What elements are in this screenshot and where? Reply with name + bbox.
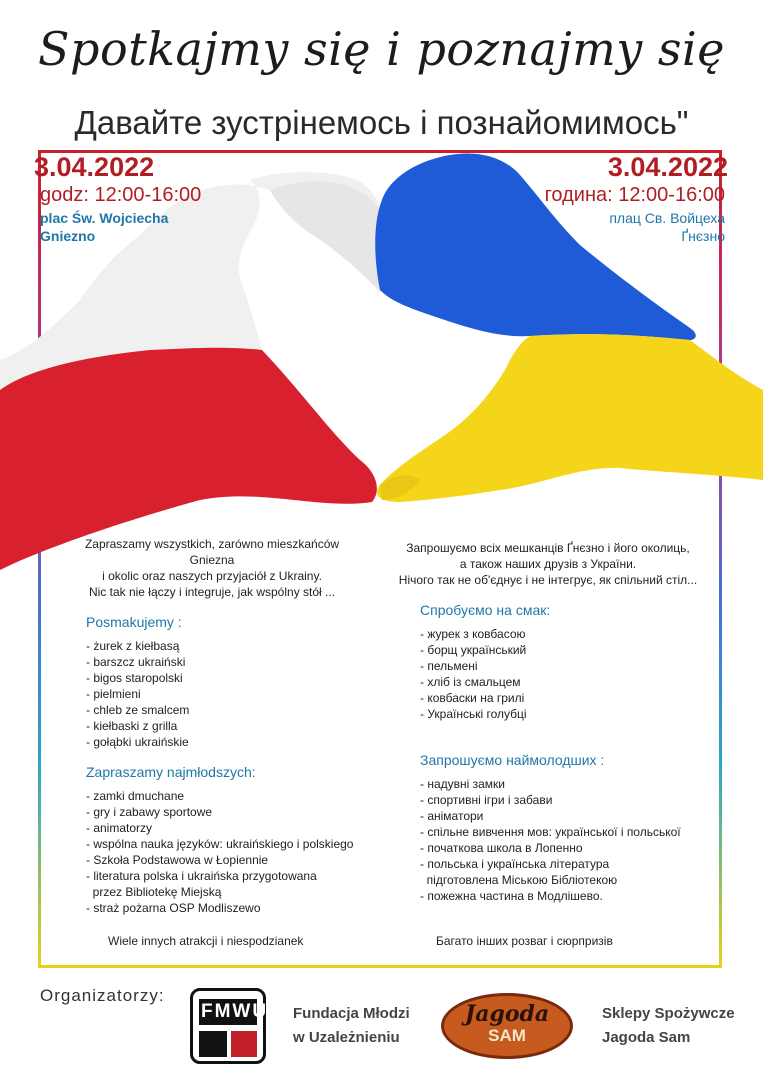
jagoda-logo-text-2: SAM: [488, 1026, 526, 1045]
right-kids-heading: Запрошуємо наймолодших :: [420, 752, 605, 768]
list-item: - bigos staropolski: [86, 671, 183, 685]
left-event-place-1: plac Św. Wojciecha: [40, 210, 169, 226]
left-event-place-2: Gniezno: [40, 228, 96, 244]
page-title: Spotkajmy się i poznajmy się: [38, 22, 725, 76]
list-item: - żurek z kiełbasą: [86, 639, 180, 653]
list-item: - barszcz ukraiński: [86, 655, 186, 669]
left-kids-heading: Zapraszamy najmłodszych:: [86, 764, 256, 780]
list-item: - пельмені: [420, 659, 478, 673]
left-food-list: [86, 638, 362, 750]
right-intro-line: Запрошуємо всіх мешканців Ґнєзно і його околиць,: [406, 541, 690, 555]
list-item: - спільне вивчення мов: української і польської: [420, 825, 681, 839]
left-column: [62, 536, 362, 916]
left-intro: [62, 536, 362, 600]
left-kids-list: [86, 788, 362, 916]
list-item: - пожежна частина в Модлішево.: [420, 889, 603, 903]
right-intro-line: Нічого так не об'єднує і не інтегрує, як спільний стіл...: [398, 573, 698, 587]
fmwu-logo-bottom-right: [231, 1031, 257, 1057]
left-intro-line: i okolic oraz naszych przyjaciół z Ukrainy.: [102, 569, 322, 583]
right-footer-note: Багато інших розваг і сюрпризів: [436, 934, 613, 948]
right-food-list: [420, 626, 698, 722]
left-event-hours: godz: 12:00-16:00: [40, 184, 202, 206]
fmwu-name-1: Fundacja Młodzi: [293, 1005, 410, 1022]
jagoda-name-1: Sklepy Spożywcze: [602, 1005, 735, 1022]
right-food-heading: Спробуємо на смак:: [420, 602, 551, 618]
list-item: - gołąbki ukraińskie: [86, 735, 189, 749]
list-item: - польська і українська література: [420, 857, 610, 871]
list-item: - хліб із смальцем: [420, 675, 521, 689]
list-item: - борщ український: [420, 643, 527, 657]
list-item: - straż pożarna OSP Modliszewo: [86, 901, 261, 915]
list-item: - Szkoła Podstawowa w Łopiennie: [86, 853, 269, 867]
right-intro: [398, 540, 698, 588]
right-kids-list: [420, 776, 698, 904]
list-item: - ковбаски на грилі: [420, 691, 525, 705]
list-item: - початкова школа в Лопенно: [420, 841, 583, 855]
list-item: - chleb ze smalcem: [86, 703, 190, 717]
list-item: - надувні замки: [420, 777, 506, 791]
list-item: - pielmieni: [86, 687, 141, 701]
right-event-date: 3.04.2022: [607, 152, 728, 182]
fmwu-logo: [190, 988, 269, 1064]
jagoda-name-2: Jagoda Sam: [602, 1029, 691, 1046]
right-event-place-1: плац Св. Войцеха: [609, 210, 725, 226]
left-intro-line: Nic tak nie łączy i integruje, jak wspólny stół ...: [88, 585, 336, 599]
left-intro-line: Zapraszamy wszystkich, zarówno mieszkańców Gniezna: [84, 537, 340, 567]
list-item: przez Bibliotekę Miejską: [86, 885, 222, 899]
jagoda-logo: [441, 993, 573, 1059]
left-event-date: 3.04.2022: [34, 152, 155, 182]
list-item: - kiełbaski z grilla: [86, 719, 178, 733]
list-item: - Українські голубці: [420, 707, 527, 721]
left-food-heading: Posmakujemy :: [86, 614, 182, 630]
list-item: - gry i zabawy sportowe: [86, 805, 213, 819]
list-item: - animatorzy: [86, 821, 153, 835]
fmwu-logo-bottom-left: [199, 1031, 227, 1057]
list-item: - журек з ковбасою: [420, 627, 526, 641]
list-item: підготовлена Міською Бібліотекою: [420, 873, 618, 887]
organizers-label: Organizatorzy:: [40, 986, 165, 1005]
right-event-hours: година: 12:00-16:00: [544, 184, 725, 206]
jagoda-logo-text-1: Jagoda: [464, 1001, 550, 1027]
page-subtitle: Давайте зустрінемось і познайомимось": [74, 104, 689, 141]
right-column: [398, 540, 698, 904]
list-item: - literatura polska i ukraińska przygotowana: [86, 869, 317, 883]
right-intro-line: а також наших друзів з України.: [459, 557, 637, 571]
right-event-place-2: Ґнєзно: [681, 228, 725, 244]
fmwu-logo-text: FMWU: [201, 1001, 269, 1022]
fmwu-name-2: w Uzależnieniu: [293, 1029, 400, 1046]
left-footer-note: Wiele innych atrakcji i niespodzianek: [108, 934, 304, 948]
list-item: - zamki dmuchane: [86, 789, 185, 803]
list-item: - аніматори: [420, 809, 484, 823]
list-item: - wspólna nauka języków: ukraińskiego i polskiego: [86, 837, 354, 851]
list-item: - спортивні ігри і забави: [420, 793, 553, 807]
ukrainian-hand-yellow: [377, 334, 763, 502]
